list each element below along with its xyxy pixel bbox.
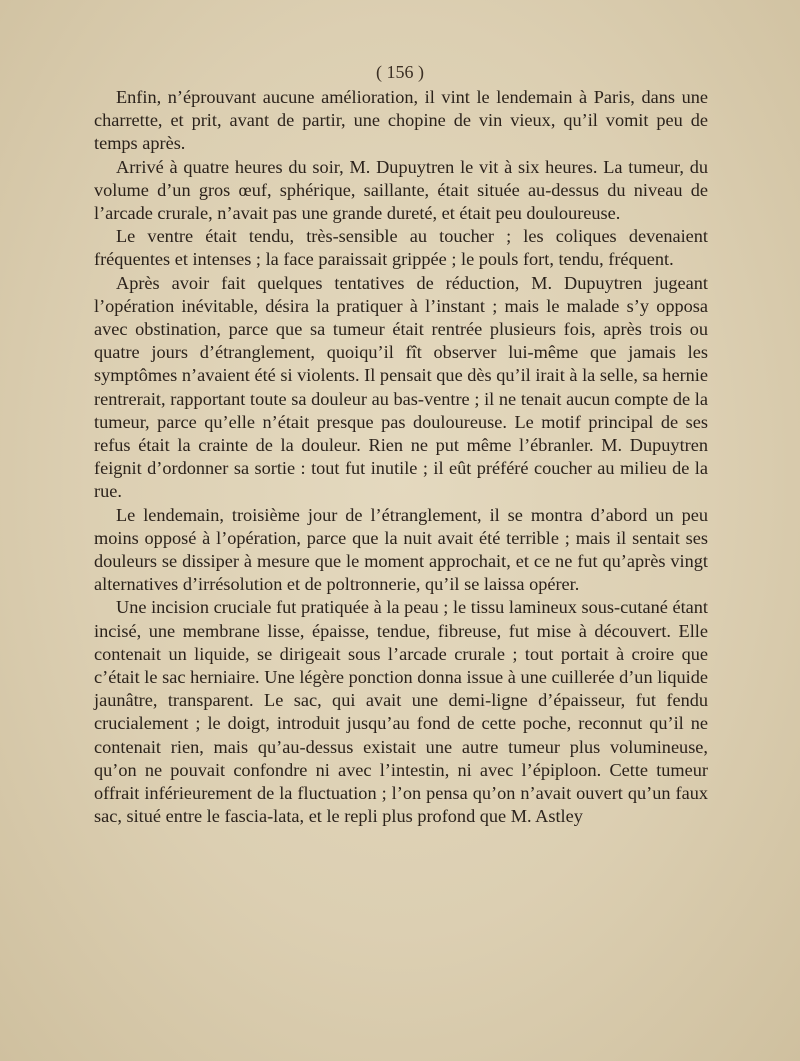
paragraph-4: Après avoir fait quelques tentatives de réduction, M. Dupuytren jugeant l’opération inévitable, désira la pratiquer à l’instant ; mais le malade s’y opposa avec obstination, parce que sa tumeur était rentrée plusieurs fois, après trois ou quatre jours d’étranglement, quoiqu’il fît observer lui-même que jamais les symptômes n’avaient été si violents. Il pensait que dès qu’il irait à la selle, sa hernie rentrerait, rapportant toute sa douleur au bas-ventre ; il ne tenait aucun compte de la tumeur, parce qu’elle n’était presque pas douloureuse. Le motif principal de ses refus était la crainte de la douleur. Rien ne put même l’ébranler. M. Dupuytren feignit d’ordonner sa sortie : tout fut inutile ; il eût préféré coucher au milieu de la rue. (94, 272, 708, 502)
paragraph-2: Arrivé à quatre heures du soir, M. Dupuytren le vit à six heures. La tumeur, du volume d’un gros œuf, sphérique, saillante, était située au-dessus du niveau de l’arcade crurale, n’avait pas une grande dureté, et était peu douloureuse. (94, 156, 708, 224)
paragraph-5: Le lendemain, troisième jour de l’étranglement, il se montra d’abord un peu moins opposé à l’opération, parce que la nuit avait été terrible ; mais il sentait ses douleurs se dissiper à mesure que le moment approchait, et ce ne fut qu’après vingt alternatives d’irrésolution et de poltronnerie, qu’il se laissa opérer. (94, 504, 708, 595)
paragraph-1: Enfin, n’éprouvant aucune amélioration, il vint le lendemain à Paris, dans une charrette, et prit, avant de partir, une chopine de vin vieux, qu’il vomit peu de temps après. (94, 87, 708, 154)
paragraph-6: Une incision cruciale fut pratiquée à la peau ; le tissu lamineux sous-cutané étant incisé, une membrane lisse, épaisse, tendue, fibreuse, fut mise à découvert. Elle contenait un liquide, se dirigeait sous l’arcade crurale ; tout portait à croire que c’était le sac herniaire. Une légère ponction donna issue à une cuillerée d’un liquide jaunâtre, transparent. Le sac, qui avait une demi-ligne d’épaisseur, fut fendu crucialement ; le doigt, introduit jusqu’au fond de cette poche, reconnut qu’il ne contenait rien, mais qu’au-dessus existait une autre tumeur plus volumineuse, qu’on ne pouvait confondre ni avec l’intestin, ni avec l’épiploon. Cette tumeur offrait inférieurement de la fluctuation ; l’on pensa qu’on n’avait ouvert qu’un faux sac, situé entre le fascia-lata, et le repli plus profond que M. Astley (94, 597, 708, 827)
body-text (94, 86, 708, 829)
paragraph-3: Le ventre était tendu, très-sensible au toucher ; les coliques devenaient fréquentes et intenses ; la face paraissait grippée ; le pouls fort, tendu, fréquent. (94, 226, 708, 270)
page-number: ( 156 ) (376, 62, 424, 82)
